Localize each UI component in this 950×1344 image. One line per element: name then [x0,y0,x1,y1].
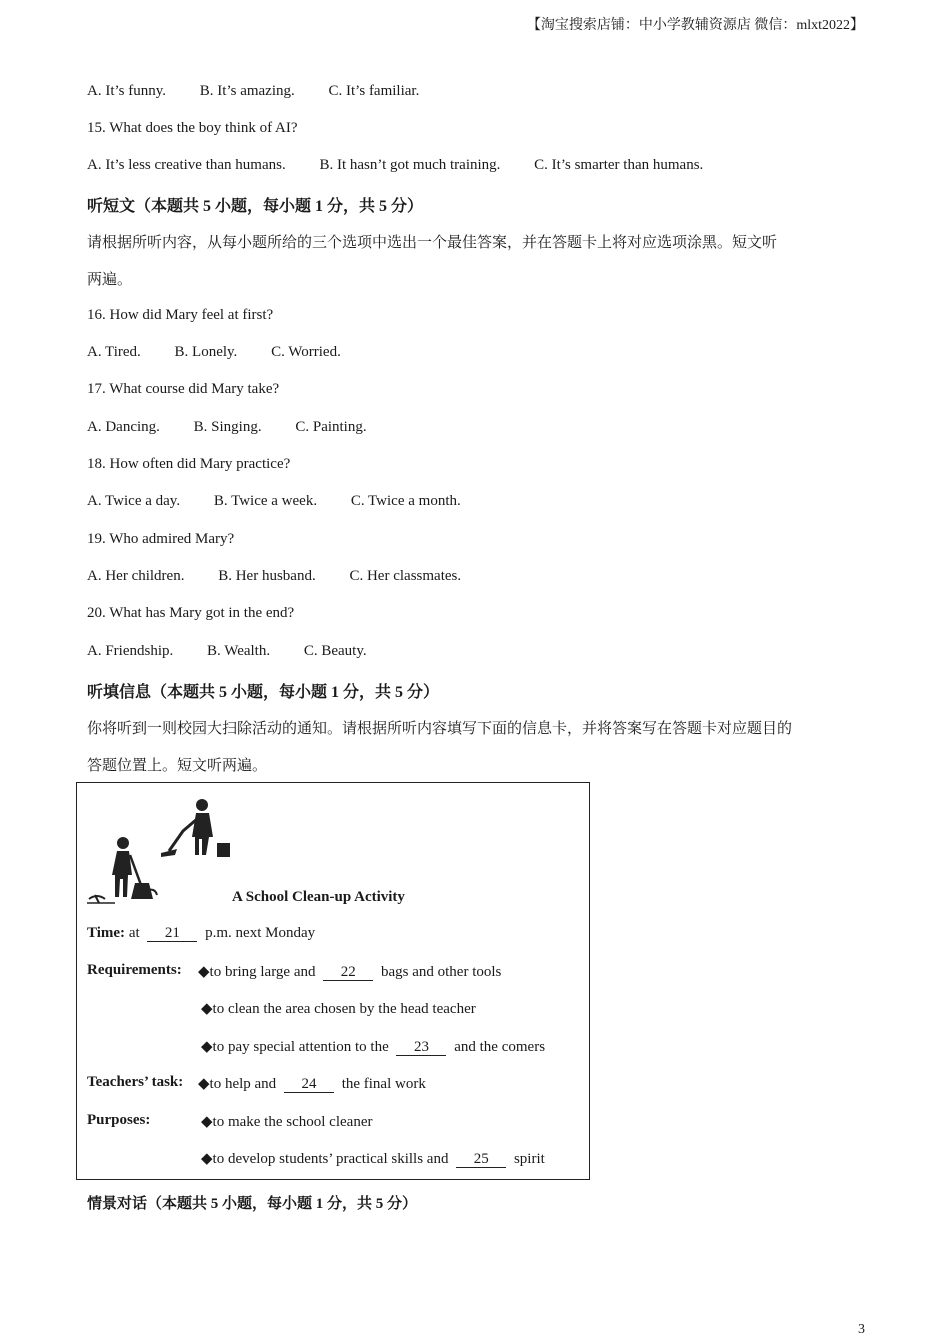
time-label: Time: [87,925,126,941]
purposes-label: Purposes: [87,1112,151,1128]
q18-question: 18. How often did Mary practice? [87,456,291,472]
q15-option-c: C. It’s smarter than humans. [534,157,704,173]
requirement-1-post: bags and other tools [380,964,502,980]
requirement-3 [201,1037,545,1056]
q20-option-a: A. Friendship. [87,643,174,659]
q18-option-b: B. Twice a week. [213,493,318,509]
blank-21[interactable]: 21 [147,926,197,942]
blank-24[interactable]: 24 [284,1077,334,1093]
q17-option-c: C. Painting. [295,419,367,435]
q15-question: 15. What does the boy think of AI? [87,120,298,136]
q14-option-c: C. It’s familiar. [328,83,420,99]
q16-option-b: B. Lonely. [174,344,238,360]
q14-option-b: B. It’s amazing. [199,83,295,99]
q14-option-a: A. It’s funny. [87,83,167,99]
section-info-instruction-1: 你将听到一则校园大扫除活动的通知。请根据所听内容填写下面的信息卡，并将答案写在答题卡对应题目的 [87,721,793,737]
purpose-2-post: spirit [513,1151,545,1167]
q19-option-c: C. Her classmates. [349,568,462,584]
teachers-task-label: Teachers’ task: [87,1074,184,1090]
blank-22[interactable]: 22 [323,965,373,981]
q20-option-c: C. Beauty. [303,643,367,659]
time-post: p.m. next Monday [205,925,316,941]
card-title: A School Clean-up Activity [232,889,405,905]
requirement-3-post: and the comers [454,1039,546,1055]
q20-option-b: B. Wealth. [207,643,271,659]
requirements-label: Requirements: [87,962,182,978]
q18-option-c: C. Twice a month. [350,493,461,509]
purpose-1: ◆to make the school cleaner [201,1114,373,1130]
q15-options [87,157,703,174]
q19-option-a: A. Her children. [87,568,185,584]
requirement-1-pre: ◆to bring large and [198,964,316,980]
page-number: 3 [858,1322,865,1337]
q19-question: 19. Who admired Mary? [87,531,235,547]
purpose-2-pre: ◆to develop students’ practical skills and [201,1151,449,1167]
q18-option-a: A. Twice a day. [87,493,181,509]
q17-options [87,419,367,436]
blank-23[interactable]: 23 [396,1040,446,1056]
cleaning-people-icon [85,795,245,905]
page-header: 【淘宝搜索店铺：中小学教辅资源店 微信：mlxt2022】 [526,18,864,33]
blank-25[interactable]: 25 [456,1152,506,1168]
info-card [76,782,590,1180]
q16-option-a: A. Tired. [87,344,141,360]
q16-question: 16. How did Mary feel at first? [87,307,274,323]
q19-options [87,568,461,585]
section-dialogue-title: 情景对话（本题共 5 小题，每小题 1 分，共 5 分） [87,1196,418,1212]
purpose-2 [201,1149,545,1168]
teachers-task-pre: ◆to help and [198,1076,277,1092]
q17-question: 17. What course did Mary take? [87,381,280,397]
q15-option-a: A. It’s less creative than humans. [87,157,286,173]
section-info-instruction-2: 答题位置上。短文听两遍。 [87,758,268,774]
card-time-row [87,925,315,942]
section-passage-instruction-2: 两遍。 [87,272,133,288]
teachers-task [198,1074,426,1093]
q19-option-b: B. Her husband. [218,568,316,584]
q20-options [87,643,367,660]
q16-options [87,344,341,361]
q17-option-a: A. Dancing. [87,419,160,435]
section-passage-title: 听短文（本题共 5 小题，每小题 1 分，共 5 分） [87,198,424,215]
requirement-2: ◆to clean the area chosen by the head teacher [201,1001,476,1017]
time-pre: at [128,925,140,941]
q14-options [87,83,419,100]
section-passage-instruction-1: 请根据所听内容，从每小题所给的三个选项中选出一个最佳答案，并在答题卡上将对应选项涂黑。短文听 [87,235,778,251]
q20-question: 20. What has Mary got in the end? [87,605,295,621]
teachers-task-post: the final work [341,1076,426,1092]
q18-options [87,493,461,510]
q15-option-b: B. It hasn’t got much training. [319,157,501,173]
requirement-3-pre: ◆to pay special attention to the [201,1039,389,1055]
requirement-1 [198,962,501,981]
q17-option-b: B. Singing. [193,419,262,435]
q16-option-c: C. Worried. [271,344,341,360]
section-info-title: 听填信息（本题共 5 小题，每小题 1 分，共 5 分） [87,684,440,701]
